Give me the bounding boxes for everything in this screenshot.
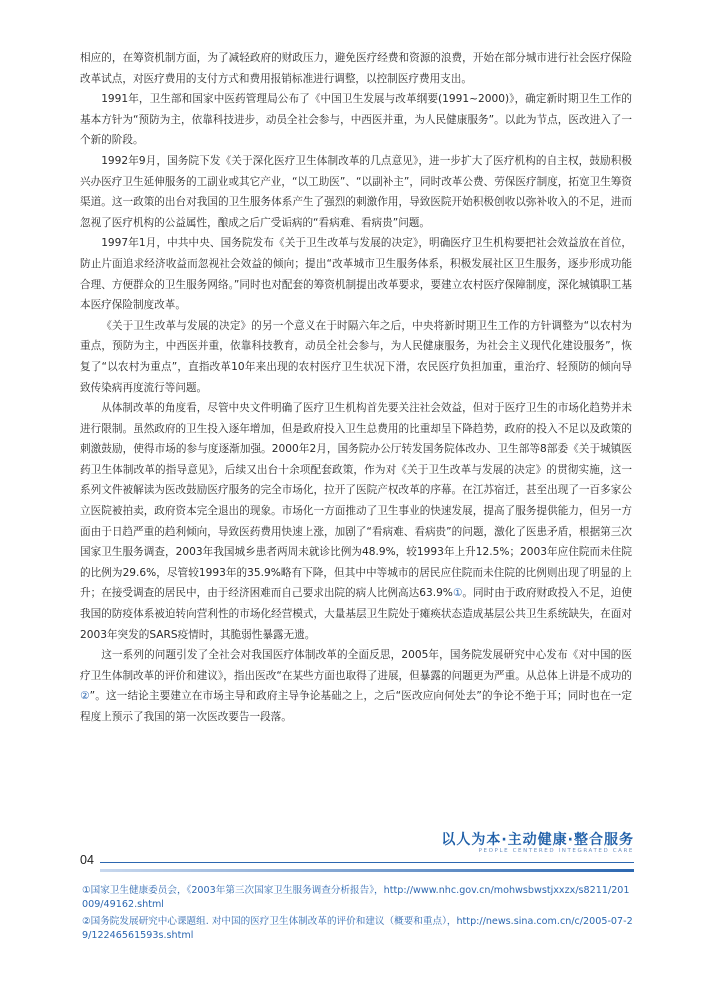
paragraph-6-text-b: 。同时由于政府财政投入不足，迫使我国的防疫体系被迫转向营利性的市场化经营模式，大量基层卫生院处于瘫痪状态造成基层公共卫生系统缺失，在面对2003年突发的SARS疫情时，其脆弱性暴露无遗。 [80,587,632,641]
footnote-1[interactable]: ①国家卫生健康委员会，《2003年第三次国家卫生服务调查分析报告》，http://www.nhc.gov.cn/mohwsbwstjxxzx/s8211/201009/49162.shtml [82,885,630,910]
paragraph-2: 1991年，卫生部和国家中医药管理局公布了《中国卫生发展与改革纲要(1991~2000)》，确定新时期卫生工作的基本方针为“预防为主，依靠科技进步，动员全社会参与，中西医并重，为人民健康服务”。以此为节点，医改进入了一个新的阶段。 [80,93,632,147]
footnote-ref-1[interactable]: ① [452,587,463,600]
footer-rule-bar [100,869,634,872]
paragraph-7-text-b: ”。这一结论主要建立在市场主导和政府主导争论基础之上，之后“医改应向何处去”的争论不绝于耳；同时也在一定程度上预示了我国的第一次医改要告一段落。 [80,690,632,723]
paragraph-6 [80,398,632,645]
paragraph-1: 相应的，在筹资机制方面，为了减轻政府的财政压力，避免医疗经费和资源的浪费，开始在部分城市进行社会医疗保险改革试点，对医疗费用的支付方式和费用报销标准进行调整，以控制医疗费用支出。 [80,52,632,85]
paragraph-6-text-a: 从体制改革的角度看，尽管中央文件明确了医疗卫生机构首先要关注社会效益，但对于医疗卫生的市场化趋势并未进行限制。虽然政府的卫生投入逐年增加，但是政府投入卫生总费用的比重却呈下降趋势，政府的投入不足以及政策的刺激鼓励，使得市场的参与度逐渐加强。2000年2月，国务院办公厅转发国务院体改办、卫生部等8部委《关于城镇医药卫生体制改革的指导意见》，后续又出台十余项配套政策，作为对《关于卫生改革与发展的决定》的贯彻实施，这一系列文件被解读为医改鼓励医疗服务的完全市场化，拉开了医院产权改革的序幕。在江苏宿迁，甚至出现了一百多家公立医院被拍卖，政府资本完全退出的现象。市场化一方面推动了卫生事业的快速发展，提高了服务提供能力，但另一方面由于日趋严重的趋利倾向，导致医药费用快速上涨，加剧了“看病难、看病贵”的问题，激化了医患矛盾，根据第三次国家卫生服务调查，2003年我国城乡患者两周未就诊比例为48.9%，较1993年上升12.5%；2003年应住院而未住院的比例为29.6%，尽管较1993年的35.9%略有下降，但其中中等城市的居民应住院而未住院的比例则出现了明显的上升；在接受调查的居民中，由于经济困难而自己要求出院的病人比例高达63.9% [80,402,632,600]
footnotes [82,884,634,946]
paragraph-7 [80,645,632,727]
body-text [80,48,632,728]
paragraph-5: 《关于卫生改革与发展的决定》的另一个意义在于时隔六年之后，中央将新时期卫生工作的方针调整为“以农村为重点，预防为主，中西医并重，依靠科技教育，动员全社会参与，为人民健康服务，为社会主义现代化建设服务”，恢复了“以农村为重点”，直指改革10年来出现的农村医疗卫生状况下滑，农民医疗负担加重，重治疗、轻预防的倾向导致传染病再度流行等问题。 [80,319,632,394]
paragraph-3: 1992年9月，国务院下发《关于深化医疗卫生体制改革的几点意见》，进一步扩大了医疗机构的自主权，鼓励积极兴办医疗卫生延伸服务的工副业或其它产业，“以工助医”、“以副补主”，同时改革公费、劳保医疗制度，拓宽卫生筹资渠道。这一政策的出台对我国的卫生服务体系产生了强烈的刺激作用，导致医院开始积极创收以弥补收入的不足，进而忽视了医疗机构的公益属性，酿成之后广受诟病的“看病难、看病贵”问题。 [80,154,632,229]
footer-slogan: 以人为本·主动健康·整合服务 [441,832,634,848]
paragraph-7-text-a: 这一系列的问题引发了全社会对我国医疗体制改革的全面反思，2005年，国务院发展研究中心发布《对中国的医疗卫生体制改革的评价和建议》，指出医改“在某些方面也取得了进展，但暴露的问题更为严重。从总体上讲是不成功的 [80,649,632,682]
footnote-2[interactable]: ②国务院发展研究中心课题组. 对中国的医疗卫生体制改革的评价和建议（概要和重点），http://news.sina.com.cn/c/2005-07-29/12246561593s.shtml [82,916,633,941]
footnote-ref-2[interactable]: ② [80,690,90,703]
footer-rule-line [100,862,634,863]
page-number: 04 [80,853,94,867]
footer-slogan-subtitle: PEOPLE CENTERED INTEGRATED CARE [478,848,634,854]
paragraph-4: 1997年1月，中共中央、国务院发布《关于卫生改革与发展的决定》，明确医疗卫生机构要把社会效益放在首位，防止片面追求经济收益而忽视社会效益的倾向；提出“改革城市卫生服务体系，积极发展社区卫生服务，逐步形成功能合理、方便群众的卫生服务网络。”同时也对配套的筹资机制提出改革要求，要建立农村医疗保障制度，深化城镇职工基本医疗保险制度改革。 [80,237,632,312]
